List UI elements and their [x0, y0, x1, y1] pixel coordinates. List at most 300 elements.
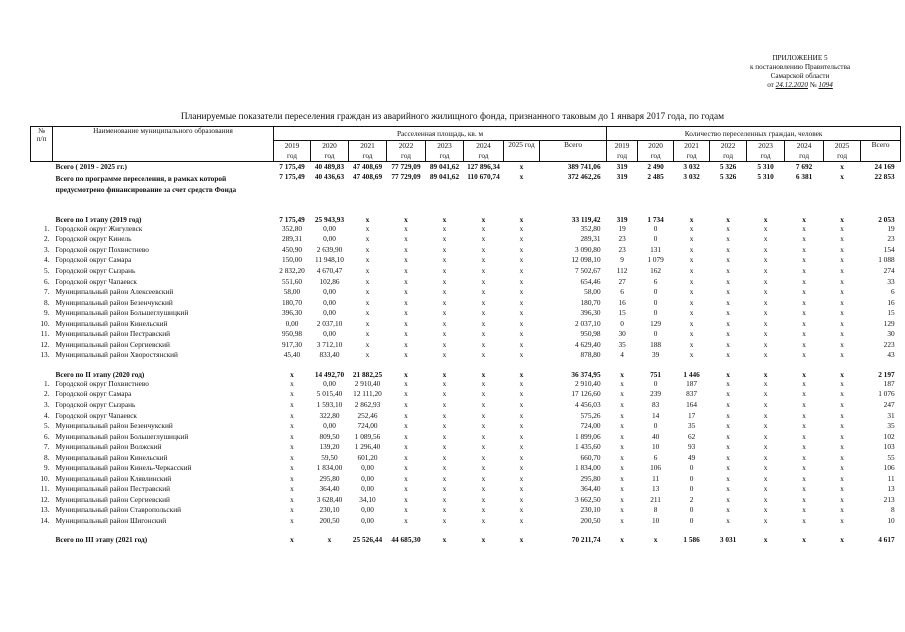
appendix-line: к постановлению Правительства [749, 63, 851, 71]
area-cell: 601,20 [357, 452, 378, 462]
municipality-row [31, 421, 901, 432]
people-cell: x [763, 350, 768, 360]
people-cell: x [689, 244, 694, 254]
people-cell: 33 [887, 276, 895, 286]
municipality-row [31, 350, 901, 361]
area-cell: x [404, 329, 408, 339]
area-cell: 322,80 [319, 410, 340, 420]
area-cell: x [404, 276, 408, 286]
area-cell: x [365, 223, 370, 233]
people-cell: 6 [653, 276, 658, 286]
people-cell: 0 [653, 308, 658, 318]
people-cell: x [802, 516, 806, 526]
people-cell: x [802, 276, 806, 286]
area-cell: x [481, 234, 486, 244]
people-cell: x [763, 473, 768, 483]
area-cell: 833,40 [319, 350, 340, 360]
area-cell: x [404, 266, 408, 275]
people-cell: x [689, 276, 694, 286]
people-cell: x [726, 494, 730, 504]
area-cell: 127 896,34 [467, 162, 500, 172]
people-cell: 0 [689, 505, 694, 515]
area-cell: x [442, 318, 447, 328]
area-cell: 0,00 [323, 287, 336, 297]
people-cell: 1 734 [647, 214, 664, 224]
people-cell: 22 853 [874, 172, 895, 181]
people-cell: x [689, 329, 694, 339]
area-cell: 1 834,00 [316, 463, 343, 473]
area-cell: 295,80 [580, 473, 601, 483]
people-cell: 15 [618, 308, 626, 318]
row-name: Городской округ Чапаевск [55, 410, 137, 420]
people-cell: x [840, 421, 844, 431]
table-body [31, 162, 901, 545]
people-cell: 23 [887, 234, 895, 244]
row-number: 3. [44, 244, 50, 254]
area-cell: 364,40 [319, 484, 340, 494]
area-cell: x [290, 389, 294, 399]
area-cell: 396,30 [281, 308, 303, 318]
people-cell: 0 [689, 473, 694, 483]
area-cell: x [290, 463, 294, 473]
people-cell: 3 031 [719, 535, 737, 545]
area-cell: 450,90 [281, 244, 303, 254]
row-number [31, 162, 53, 173]
stage-total-row [31, 361, 901, 379]
area-cell: 180,70 [580, 297, 601, 307]
people-cell: 55 [887, 452, 895, 462]
area-cell: x [442, 339, 447, 349]
people-cell: 106 [650, 463, 662, 473]
people-cell: x [802, 339, 806, 349]
municipality-row [31, 245, 901, 256]
people-cell: x [763, 421, 768, 431]
row-name: Муниципальный район Безенчукский [55, 297, 173, 307]
area-cell: x [404, 378, 408, 388]
header-area-group: Расселенная площадь, кв. м [274, 127, 607, 141]
area-cell: x [404, 494, 408, 504]
people-cell: x [840, 318, 844, 328]
people-cell: x [840, 172, 844, 181]
area-cell: x [442, 535, 447, 545]
area-cell: 12 098,10 [571, 255, 601, 265]
grand-total-row [31, 162, 901, 173]
area-cell: 289,31 [281, 234, 303, 244]
row-number: 12. [40, 339, 50, 349]
people-cell: 837 [686, 389, 698, 399]
area-cell: x [442, 234, 447, 244]
people-cell: x [689, 297, 694, 307]
area-cell: x [481, 463, 486, 473]
people-cell: x [726, 452, 730, 462]
people-cell: x [620, 378, 624, 388]
area-cell: x [481, 516, 486, 526]
area-cell: x [481, 535, 486, 545]
area-cell: x [365, 234, 370, 244]
row-name: Муниципальный район Сергиевский [55, 494, 170, 504]
date-prefix: от [767, 81, 774, 89]
people-cell: x [840, 505, 844, 515]
area-cell: x [519, 389, 524, 399]
row-name: Городской округ Похвистнево [55, 244, 149, 254]
area-cell: x [404, 223, 408, 233]
area-cell: 150,00 [281, 255, 303, 265]
people-cell: 1 446 [683, 369, 700, 379]
area-cell: x [519, 421, 524, 431]
people-cell: x [763, 494, 768, 504]
header-year-word-area: год [274, 151, 311, 162]
people-cell: x [840, 255, 844, 265]
area-cell: x [365, 297, 370, 307]
people-cell: x [726, 297, 730, 307]
people-cell: 83 [651, 400, 660, 410]
area-cell: 12 111,20 [353, 389, 382, 399]
people-cell: 19 [887, 223, 895, 233]
area-cell: 89 041,62 [429, 162, 460, 172]
people-cell: x [689, 255, 694, 265]
area-cell: x [404, 369, 408, 379]
row-number: 12. [40, 494, 50, 504]
people-cell: x [802, 244, 806, 254]
area-cell: 44 685,30 [391, 535, 421, 545]
header-year-people: 2022 [710, 141, 747, 152]
row-name: Муниципальный район Ставропольский [55, 505, 182, 515]
area-cell: x [404, 452, 408, 462]
people-cell: 211 [650, 494, 661, 504]
people-cell: 24 169 [874, 162, 895, 172]
row-number: 7. [44, 442, 50, 452]
row-number: 9. [44, 463, 50, 473]
area-cell: 1 899,06 [575, 431, 601, 441]
row-number: 6. [44, 431, 50, 441]
area-cell: 47 408,69 [352, 172, 383, 181]
resettlement-table [30, 126, 901, 544]
row-name: Всего по I этапу (2019 год) [55, 214, 142, 224]
municipality-row [31, 474, 901, 485]
municipality-row [31, 340, 901, 351]
area-cell: x [481, 339, 486, 349]
people-cell: 7 692 [795, 162, 813, 172]
program-total-row [31, 173, 901, 206]
header-year-word-people: год [710, 151, 747, 162]
area-cell: x [481, 255, 486, 265]
area-cell: x [481, 266, 486, 275]
municipality-row [31, 389, 901, 400]
area-cell: x [442, 308, 447, 318]
people-cell: 13 [887, 484, 895, 494]
people-cell: x [689, 339, 694, 349]
people-cell: x [840, 378, 844, 388]
people-cell: x [840, 484, 844, 494]
decree-number: 1094 [818, 81, 833, 89]
people-cell: 0 [653, 378, 658, 388]
row-number: 5. [44, 421, 50, 431]
people-cell: 112 [616, 266, 628, 275]
area-cell: x [442, 287, 447, 297]
area-cell: 917,30 [281, 339, 303, 349]
area-cell: x [442, 276, 447, 286]
people-cell: x [620, 484, 624, 494]
row-number: 2. [44, 234, 50, 244]
area-cell: x [404, 463, 408, 473]
area-cell: 1 296,40 [354, 442, 381, 452]
area-cell: x [290, 369, 294, 379]
area-cell: 25 526,44 [352, 535, 383, 545]
area-cell: x [404, 389, 408, 399]
people-cell: 239 [650, 389, 662, 399]
people-cell: 10 [651, 442, 660, 452]
area-cell: 289,31 [580, 234, 601, 244]
header-name: Наименование муниципального образования [53, 127, 274, 162]
row-number: 11. [40, 484, 50, 494]
area-cell: x [442, 473, 447, 483]
row-name: Муниципальный район Большеглушицкий [55, 431, 189, 441]
people-cell: 6 381 [795, 172, 813, 181]
people-cell: x [840, 369, 844, 379]
header-total-people: Всего [861, 141, 901, 162]
area-cell: x [519, 494, 524, 504]
area-cell: 1 435,60 [575, 442, 601, 452]
people-cell: x [763, 463, 768, 473]
people-cell: x [802, 369, 806, 379]
area-cell: 2 639,90 [316, 244, 343, 254]
people-cell: x [689, 266, 694, 275]
people-cell: 106 [883, 463, 895, 473]
area-cell: x [404, 473, 408, 483]
row-name: Муниципальный район Кинельский [55, 452, 168, 462]
people-cell: 0 [653, 234, 658, 244]
people-cell: x [726, 255, 730, 265]
row-name: Муниципальный район Пестравский [55, 329, 171, 339]
area-cell: 200,50 [580, 516, 601, 526]
people-cell: 0 [653, 287, 658, 297]
header-year-word-area: год [311, 151, 349, 162]
people-cell: x [840, 162, 844, 172]
row-number: 8. [44, 452, 50, 462]
people-cell: x [726, 463, 730, 473]
stage-total-row [31, 526, 901, 544]
area-cell: 45,40 [283, 350, 301, 360]
people-cell: x [726, 266, 730, 275]
area-cell: x [519, 266, 524, 275]
header-year-area: 2024 [464, 141, 504, 152]
people-cell: x [763, 318, 768, 328]
people-cell: 5 310 [757, 172, 774, 181]
row-number: 10. [40, 473, 50, 483]
area-cell: x [442, 516, 447, 526]
area-cell: 110 670,74 [467, 172, 500, 181]
area-cell: 389 741,06 [567, 162, 601, 172]
area-cell: 7 175,49 [279, 172, 305, 181]
area-cell: 575,26 [580, 410, 601, 420]
people-cell: x [763, 378, 768, 388]
people-cell: x [620, 463, 624, 473]
area-cell: 77 729,09 [391, 162, 421, 172]
people-cell: x [840, 400, 844, 410]
people-cell: x [763, 266, 768, 275]
people-cell: 1 079 [647, 255, 664, 265]
area-cell: 17 126,60 [571, 389, 601, 399]
area-cell: 2 832,20 [279, 266, 305, 275]
municipality-row [31, 505, 901, 516]
row-number: 4. [44, 410, 50, 420]
people-cell: 35 [887, 421, 895, 431]
area-cell: 352,80 [580, 223, 601, 233]
people-cell: 2 490 [647, 162, 664, 172]
people-cell: 1 076 [878, 389, 895, 399]
area-cell: 2 910,40 [354, 378, 381, 388]
area-cell: x [519, 473, 524, 483]
people-cell: 0 [653, 329, 658, 339]
people-cell: x [763, 389, 768, 399]
area-cell: x [404, 516, 408, 526]
header-year-word-people: год [785, 151, 824, 162]
area-cell: x [442, 214, 447, 224]
header-year-word-area: год [426, 151, 464, 162]
row-number: 1. [44, 223, 50, 233]
people-cell: 154 [883, 244, 895, 254]
stage-total-row [31, 206, 901, 224]
area-cell: x [404, 421, 408, 431]
area-cell: 0,00 [323, 297, 336, 307]
people-cell: x [840, 410, 844, 420]
people-cell: x [802, 214, 806, 224]
people-cell: x [763, 234, 768, 244]
area-cell: x [519, 276, 524, 286]
people-cell: 5 326 [719, 172, 737, 181]
people-cell: x [726, 214, 730, 224]
area-cell: 230,10 [319, 505, 340, 515]
area-cell: 40 489,83 [314, 162, 345, 172]
people-cell: 93 [687, 442, 696, 452]
area-cell: 7 175,49 [279, 214, 305, 224]
people-cell: 2 485 [647, 172, 664, 181]
row-name: Муниципальный район Шигонский [55, 516, 167, 526]
area-cell: x [481, 276, 486, 286]
header-total-area: Всего [540, 141, 607, 162]
people-cell: x [802, 494, 806, 504]
area-cell: x [481, 505, 486, 515]
people-cell: 5 310 [757, 162, 774, 172]
area-cell: 0,00 [361, 516, 374, 526]
people-cell: x [726, 350, 730, 360]
header-year-2025-area: 2025 год [504, 141, 540, 162]
row-number: 4. [44, 255, 50, 265]
area-cell: x [442, 452, 447, 462]
people-cell: 0 [689, 463, 694, 473]
municipality-row [31, 442, 901, 453]
area-cell: 950,98 [580, 329, 601, 339]
area-cell: 3 090,80 [575, 244, 601, 254]
people-cell: x [763, 516, 768, 526]
area-cell: x [365, 276, 370, 286]
area-cell: x [442, 410, 447, 420]
area-cell: x [481, 400, 486, 410]
area-cell: x [442, 421, 447, 431]
people-cell: x [726, 276, 730, 286]
people-cell: x [689, 318, 694, 328]
area-cell: x [519, 410, 524, 420]
appendix-date-line [700, 81, 900, 90]
people-cell: x [763, 400, 768, 410]
area-cell: x [404, 350, 408, 360]
people-cell: 9 [620, 255, 624, 265]
appendix-line: Самарской области [770, 72, 830, 80]
area-cell: x [404, 339, 408, 349]
area-cell: x [365, 329, 370, 339]
header-year-people: 2020 [638, 141, 674, 152]
area-cell: x [481, 318, 486, 328]
people-cell: 3 032 [683, 172, 700, 181]
people-cell: x [763, 535, 768, 545]
people-cell: x [726, 339, 730, 349]
people-cell: x [840, 463, 844, 473]
area-cell: x [519, 255, 524, 265]
people-cell: x [620, 369, 624, 379]
area-cell: 5 015,40 [316, 389, 343, 399]
people-cell: x [802, 463, 806, 473]
header-number-label: № [38, 126, 45, 135]
people-cell: x [840, 350, 844, 360]
area-cell: x [519, 339, 524, 349]
area-cell: x [442, 505, 447, 515]
row-name: Муниципальный район Кинель-Черкасский [55, 463, 192, 473]
area-cell: 25 943,93 [314, 214, 345, 224]
area-cell: 0,00 [323, 234, 336, 244]
row-name: Муниципальный район Кинельский [55, 318, 168, 328]
people-cell: x [763, 223, 768, 233]
people-cell: x [763, 339, 768, 349]
people-cell: x [620, 389, 624, 399]
people-cell: x [840, 244, 844, 254]
area-cell: x [442, 329, 447, 339]
area-cell: 230,10 [580, 505, 601, 515]
people-cell: x [802, 318, 806, 328]
area-cell: x [519, 308, 524, 318]
decree-date: 24.12.2020 [775, 81, 808, 89]
people-cell: x [689, 223, 694, 233]
municipality-row [31, 516, 901, 527]
people-cell: x [763, 297, 768, 307]
area-cell: x [519, 214, 524, 224]
people-cell: 1 586 [683, 535, 700, 545]
people-cell: 30 [887, 329, 895, 339]
area-cell: x [365, 266, 370, 275]
header-number-label-2: п/п [36, 134, 47, 143]
people-cell: 15 [887, 308, 895, 318]
area-cell: x [481, 244, 486, 254]
people-cell: x [840, 276, 844, 286]
row-number [31, 361, 53, 379]
people-cell: x [726, 410, 730, 420]
area-cell: 295,80 [319, 473, 340, 483]
row-number: 13. [40, 505, 50, 515]
people-cell: x [763, 369, 768, 379]
people-cell: x [802, 234, 806, 244]
area-cell: x [290, 442, 294, 452]
people-cell: 247 [883, 400, 895, 410]
people-cell: x [802, 452, 806, 462]
people-cell: 5 326 [719, 162, 737, 172]
header-number [31, 127, 53, 162]
area-cell: x [290, 452, 294, 462]
header-year-area: 2022 [387, 141, 426, 152]
area-cell: x [404, 308, 408, 318]
municipality-row [31, 329, 901, 340]
municipality-row [31, 318, 901, 329]
area-cell: x [481, 389, 486, 399]
area-cell: x [365, 339, 370, 349]
